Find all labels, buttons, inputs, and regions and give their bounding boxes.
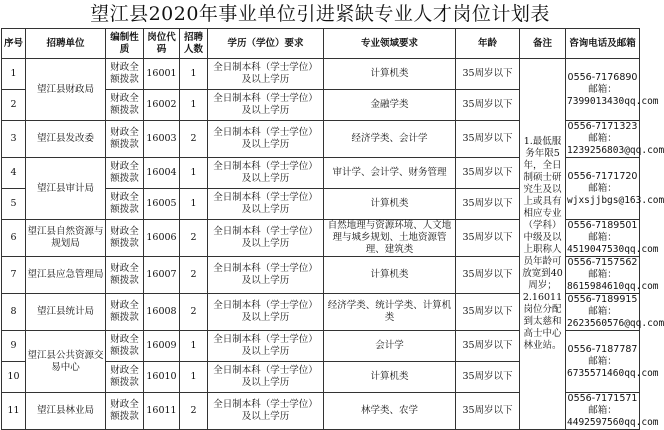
hiring-count: 1	[180, 189, 208, 220]
recruiting-unit: 望江县发改委	[26, 121, 106, 158]
staffing-type: 财政全额拨款	[106, 220, 144, 257]
email-label: 邮箱：	[588, 83, 617, 95]
recruiting-unit: 望江县公共资源交易中心	[26, 331, 106, 393]
position-code: 16006	[144, 220, 180, 257]
education-requirement: 全日制本科（学士学位）及以上学历	[208, 220, 324, 257]
staffing-type: 财政全额拨款	[106, 393, 144, 430]
row-number: 9	[2, 331, 26, 362]
age-requirement: 35周岁以下	[456, 257, 520, 294]
hiring-count: 1	[180, 90, 208, 121]
contact-info	[566, 158, 664, 220]
major-requirement: 计算机类	[324, 59, 456, 90]
education-requirement: 全日制本科（学士学位）及以上学历	[208, 294, 324, 331]
age-requirement: 35周岁以下	[456, 294, 520, 331]
staffing-type: 财政全额拨款	[106, 158, 144, 189]
age-requirement: 35周岁以下	[456, 331, 520, 362]
header-cell: 编制性质	[106, 29, 144, 59]
email-label: 邮箱：	[588, 269, 617, 280]
contact-phone: 0556-7189501	[567, 220, 638, 231]
age-requirement: 35周岁以下	[456, 393, 520, 430]
position-code: 16008	[144, 294, 180, 331]
header-cell: 学历（学位）要求	[208, 29, 324, 59]
major-requirement: 计算机类	[324, 257, 456, 294]
contact-email[interactable]: 4519047530qq.com	[567, 244, 659, 255]
hiring-count: 1	[180, 331, 208, 362]
position-code: 16004	[144, 158, 180, 189]
contact-phone: 0556-7171720	[567, 170, 638, 182]
hiring-count: 1	[180, 59, 208, 90]
staffing-type: 财政全额拨款	[106, 294, 144, 331]
job-plan-table	[1, 28, 664, 430]
staffing-type: 财政全额拨款	[106, 331, 144, 362]
major-requirement: 审计学、会计学、财务管理	[324, 158, 456, 189]
contact-info	[566, 257, 659, 294]
row-number: 1	[2, 59, 26, 90]
header-row	[2, 29, 640, 59]
contact-phone: 0556-7171323	[567, 121, 638, 132]
contact-info	[566, 220, 659, 257]
major-requirement: 经济学类、统计学类、计算机类	[324, 294, 456, 331]
header-cell: 岗位代码	[144, 29, 180, 59]
contact-phone: 0556-7187787	[567, 343, 638, 355]
email-label: 邮箱：	[588, 133, 617, 144]
position-code: 16002	[144, 90, 180, 121]
hiring-count: 1	[180, 158, 208, 189]
staffing-type: 财政全额拨款	[106, 362, 144, 393]
hiring-count: 2	[180, 294, 208, 331]
education-requirement: 全日制本科（学士学位）及以上学历	[208, 121, 324, 158]
email-label: 邮箱：	[588, 232, 617, 243]
row-number: 11	[2, 393, 26, 430]
contact-email[interactable]: 7399013430qq.com	[567, 95, 659, 107]
major-requirement: 会计学	[324, 331, 456, 362]
education-requirement: 全日制本科（学士学位）及以上学历	[208, 331, 324, 362]
education-requirement: 全日制本科（学士学位）及以上学历	[208, 257, 324, 294]
contact-email[interactable]: 2623560576@qq.com	[567, 318, 664, 329]
header-cell: 备注	[520, 29, 566, 59]
recruiting-unit: 望江县审计局	[26, 158, 106, 220]
major-requirement: 自然地理与资源环境、人文地理与城乡规划、土地资源管理、建筑类	[324, 220, 456, 257]
age-requirement: 35周岁以下	[456, 158, 520, 189]
row-number: 10	[2, 362, 26, 393]
contact-info	[566, 59, 659, 121]
position-code: 16011	[144, 393, 180, 430]
row-number: 8	[2, 294, 26, 331]
header-cell: 序号	[2, 29, 26, 59]
position-code: 16001	[144, 59, 180, 90]
row-number: 4	[2, 158, 26, 189]
education-requirement: 全日制本科（学士学位）及以上学历	[208, 90, 324, 121]
email-label: 邮箱：	[588, 306, 617, 317]
age-requirement: 35周岁以下	[456, 121, 520, 158]
recruiting-unit: 望江县应急管理局	[26, 257, 106, 294]
contact-email[interactable]: 1239256803@qq.com	[567, 145, 664, 156]
row-number: 2	[2, 90, 26, 121]
position-code: 16005	[144, 189, 180, 220]
age-requirement: 35周岁以下	[456, 90, 520, 121]
position-code: 16010	[144, 362, 180, 393]
contact-phone: 0556-7171571	[567, 393, 638, 404]
position-code: 16007	[144, 257, 180, 294]
contact-email[interactable]: 8615984610qq.com	[567, 281, 659, 292]
education-requirement: 全日制本科（学士学位）及以上学历	[208, 158, 324, 189]
row-number: 5	[2, 189, 26, 220]
position-code: 16003	[144, 121, 180, 158]
major-requirement: 林学类、农学	[324, 393, 456, 430]
page-title: 望江县2020年事业单位引进紧缺专业人才岗位计划表	[90, 3, 550, 25]
staffing-type: 财政全额拨款	[106, 90, 144, 121]
email-label: 邮箱：	[588, 355, 617, 367]
staffing-type: 财政全额拨款	[106, 189, 144, 220]
hiring-count: 2	[180, 220, 208, 257]
contact-info	[566, 331, 659, 393]
age-requirement: 35周岁以下	[456, 189, 520, 220]
header-cell: 招聘人数	[180, 29, 208, 59]
education-requirement: 全日制本科（学士学位）及以上学历	[208, 362, 324, 393]
contact-phone: 0556-7189915	[567, 294, 638, 305]
hiring-count: 2	[180, 393, 208, 430]
header-cell: 专业领域要求	[324, 29, 456, 59]
age-requirement: 35周岁以下	[456, 59, 520, 90]
major-requirement: 经济学类、会计学	[324, 121, 456, 158]
education-requirement: 全日制本科（学士学位）及以上学历	[208, 393, 324, 430]
contact-info	[566, 294, 664, 331]
recruiting-unit: 望江县财政局	[26, 59, 106, 121]
contact-email[interactable]: 6735571460qq.com	[567, 367, 659, 379]
contact-email[interactable]: wjxsjjbgs@163.com	[567, 194, 664, 206]
recruiting-unit: 望江县自然资源与规划局	[26, 220, 106, 257]
header-cell: 招聘单位	[26, 29, 106, 59]
contact-email[interactable]: 4492597560qq.com	[567, 417, 659, 428]
remarks: 1.最低服务年限5年，全日制硕士研究生及以上或具有相应专业（学科）中级及以上职称人员年龄可放宽到40周岁；2.16011岗位分配到太慈和高士中心林业站。	[520, 59, 566, 430]
row-number: 6	[2, 220, 26, 257]
staffing-type: 财政全额拨款	[106, 257, 144, 294]
contact-phone: 0556-7157562	[567, 257, 638, 268]
age-requirement: 35周岁以下	[456, 362, 520, 393]
major-requirement: 计算机类	[324, 362, 456, 393]
major-requirement: 金融学类	[324, 90, 456, 121]
age-requirement: 35周岁以下	[456, 220, 520, 257]
header-cell: 咨询电话及邮箱	[566, 29, 640, 59]
email-label: 邮箱：	[588, 182, 617, 194]
recruiting-unit: 望江县林业局	[26, 393, 106, 430]
staffing-type: 财政全额拨款	[106, 121, 144, 158]
contact-info	[566, 121, 664, 158]
hiring-count: 1	[180, 362, 208, 393]
education-requirement: 全日制本科（学士学位）及以上学历	[208, 189, 324, 220]
position-code: 16009	[144, 331, 180, 362]
table-row	[2, 59, 640, 90]
contact-info	[566, 393, 659, 430]
education-requirement: 全日制本科（学士学位）及以上学历	[208, 59, 324, 90]
recruiting-unit: 望江县统计局	[26, 294, 106, 331]
header-cell: 年龄	[456, 29, 520, 59]
staffing-type: 财政全额拨款	[106, 59, 144, 90]
hiring-count: 2	[180, 257, 208, 294]
hiring-count: 2	[180, 121, 208, 158]
contact-phone: 0556-7176890	[567, 71, 638, 83]
major-requirement: 计算机类	[324, 189, 456, 220]
email-label: 邮箱：	[588, 405, 617, 416]
row-number: 3	[2, 121, 26, 158]
row-number: 7	[2, 257, 26, 294]
